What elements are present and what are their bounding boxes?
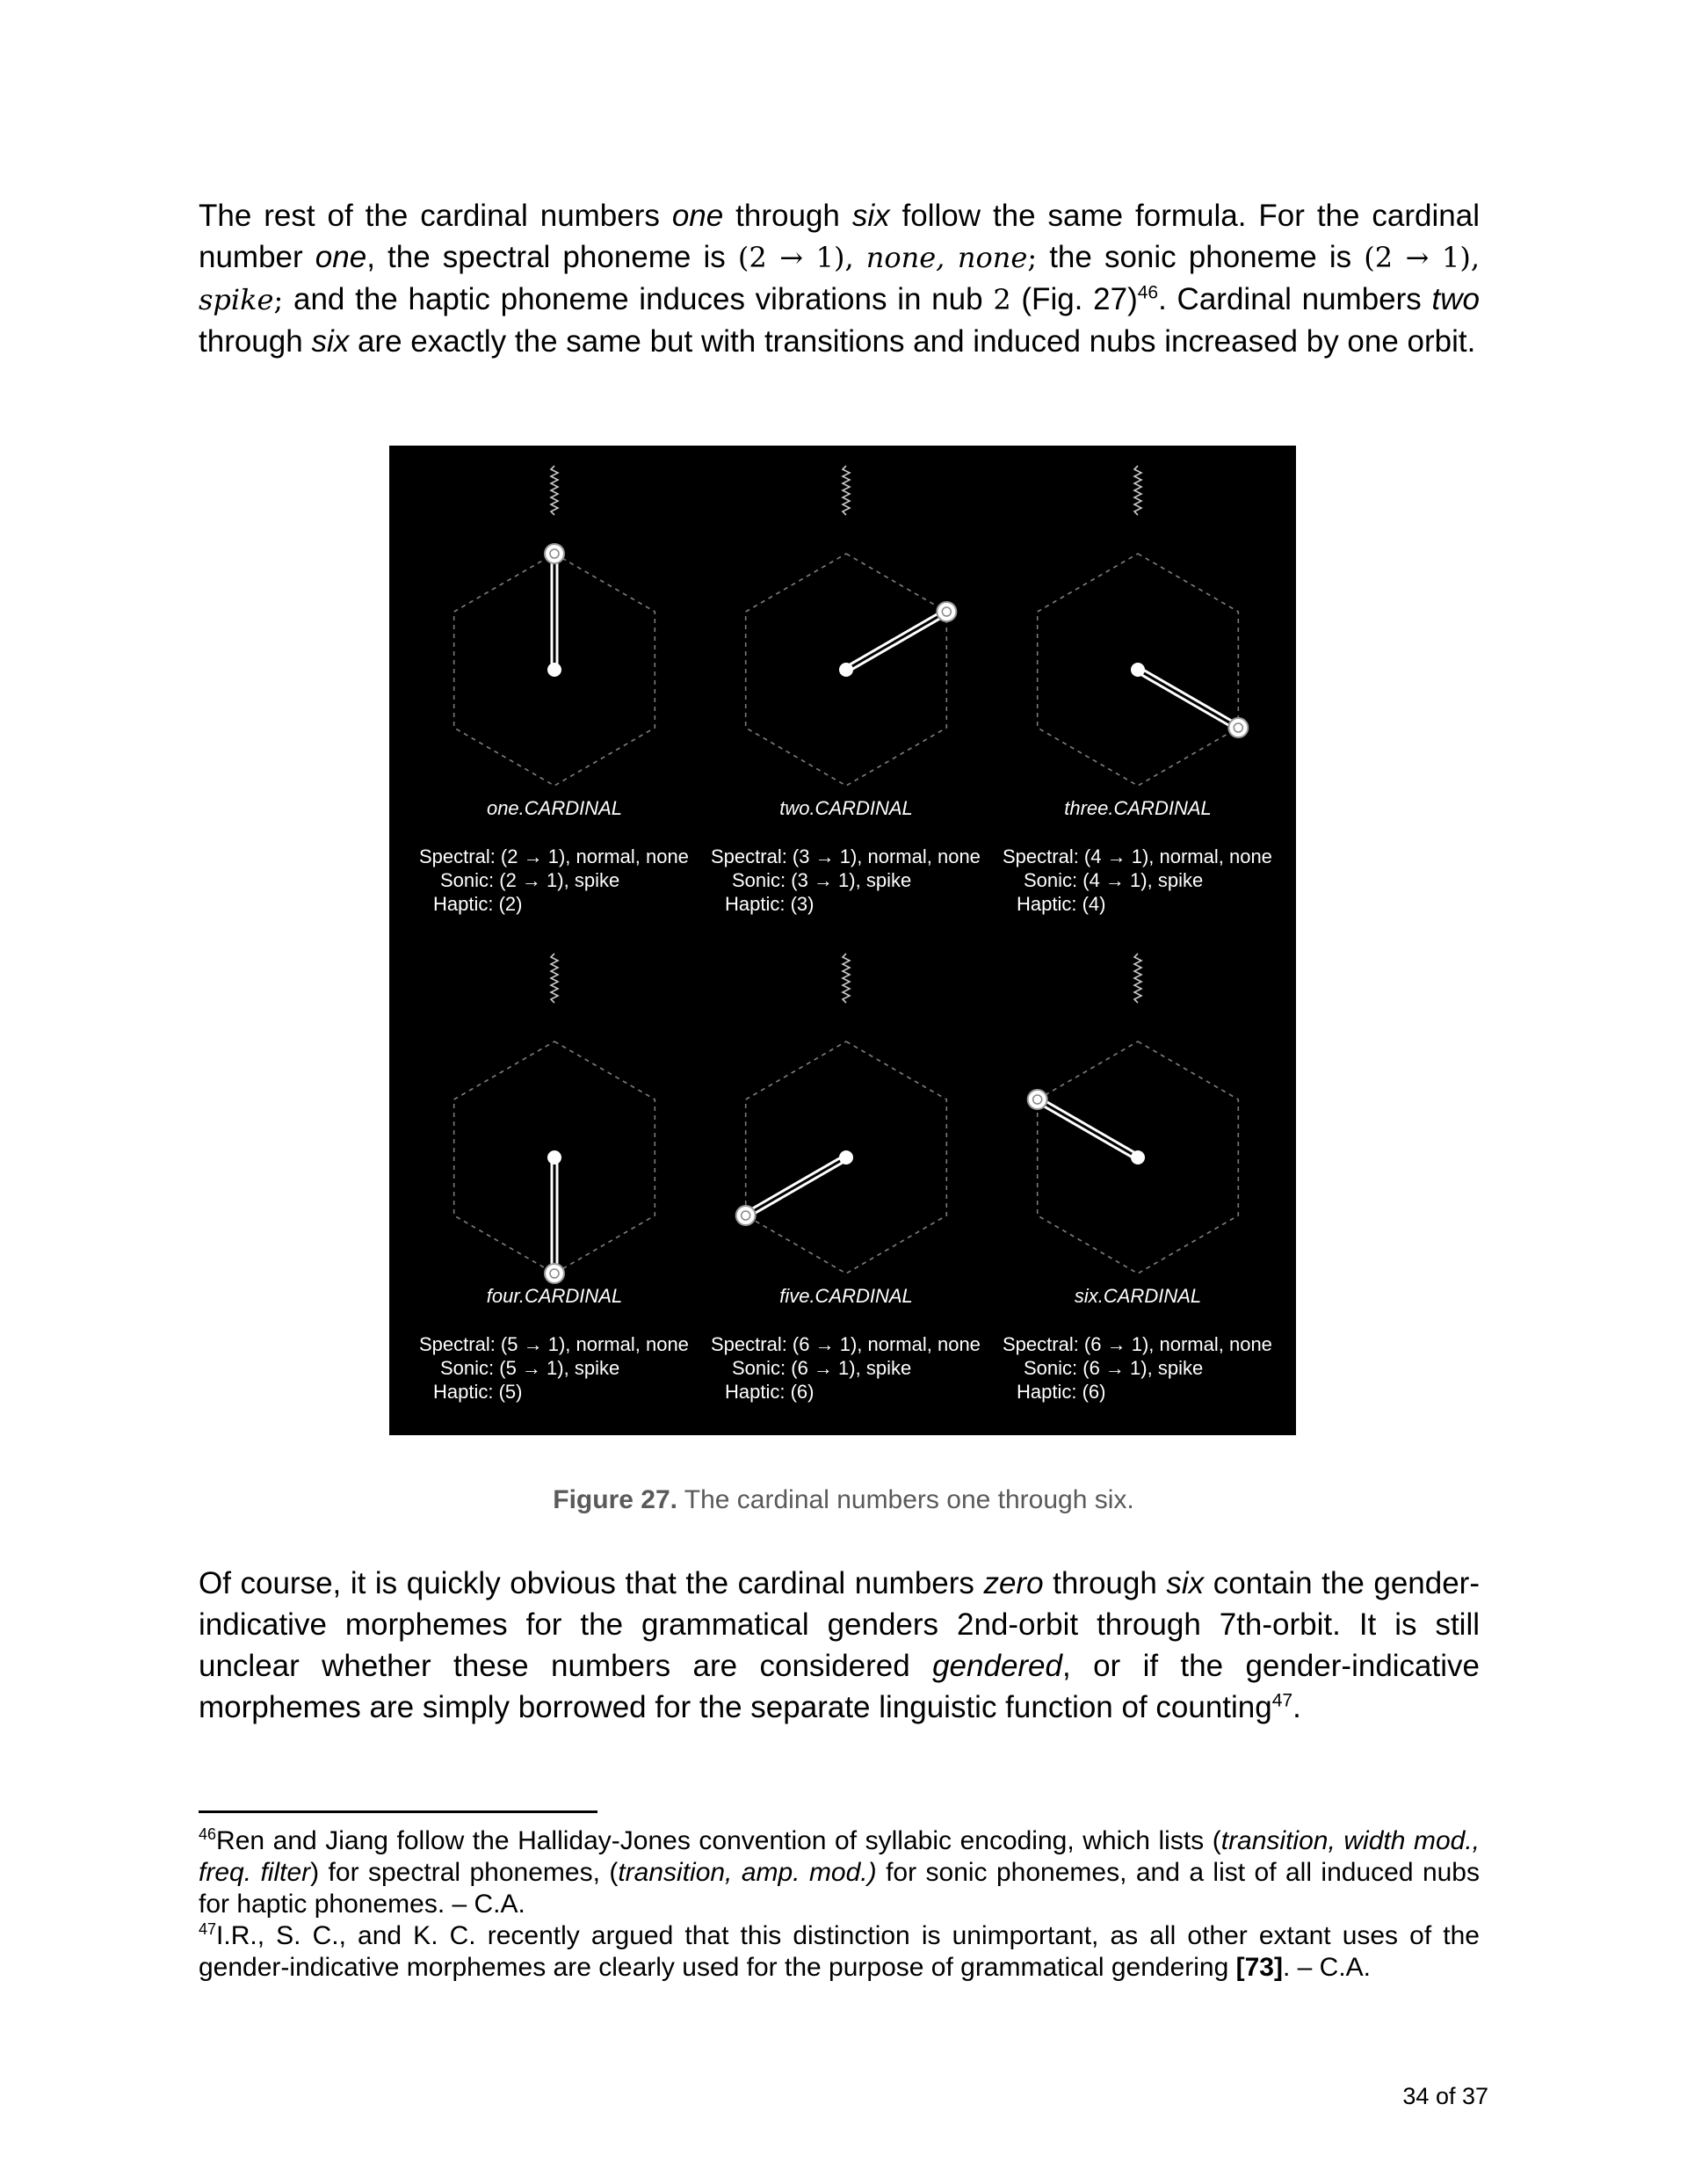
spectral-label: Spectral: (4 → 1), normal, none [1003, 845, 1272, 867]
sonic-label: Sonic: (5 → 1), spike [440, 1357, 620, 1379]
vibration-squiggle [843, 466, 850, 515]
panel-title: two.CARDINAL [779, 797, 913, 819]
sonic-label: Sonic: (4 → 1), spike [1024, 869, 1204, 891]
panel-title: four.CARDINAL [486, 1285, 623, 1307]
vibration-squiggle [1134, 466, 1141, 515]
outer-nub [1028, 1090, 1047, 1109]
panel-4 [419, 954, 689, 1403]
spectral-label: Spectral: (6 → 1), normal, none [711, 1333, 981, 1355]
panel-title: five.CARDINAL [779, 1285, 913, 1307]
haptic-label: Haptic: (2) [433, 893, 523, 915]
haptic-label: Haptic: (5) [433, 1381, 523, 1403]
spectral-label: Spectral: (6 → 1), normal, none [1003, 1333, 1272, 1355]
figure-caption: Figure 27. The cardinal numbers one through six. [553, 1485, 1134, 1514]
spectral-label: Spectral: (5 → 1), normal, none [419, 1333, 689, 1355]
panel-title: six.CARDINAL [1074, 1285, 1202, 1307]
sonic-label: Sonic: (2 → 1), spike [440, 869, 620, 891]
figure-27 [389, 446, 1296, 1435]
transition-line-core [1038, 1099, 1138, 1157]
outer-nub [1228, 718, 1248, 737]
outer-nub [545, 544, 564, 563]
body-paragraph: Of course, it is quickly obvious that the cardinal numbers zero through six contain the gender-indicative morphemes for the grammatical genders 2nd-orbit through 7th-orbit. It is still unclear whether these numbers are considered gendered, or if the gender-indicative morphemes are simply borrowed for the separate linguistic function of counting$^{47}$. [199, 1566, 1480, 1724]
footnote-ref-46[interactable]: 46 [1137, 282, 1159, 303]
transition-line-core [1138, 670, 1238, 728]
footnote-46: $^{46}$Ren and Jiang follow the Halliday-Jones convention of syllabic encoding, which lists (transition, width mod., freq. filter) for spectral phonemes, (transition, amp. mod.) for sonic phonemes, and a list of all induced nubs for haptic phonemes. – C.A. [199, 1825, 1480, 1919]
outer-nub [736, 1206, 756, 1225]
centre-nub [1131, 663, 1145, 677]
spectral-label: Spectral: (3 → 1), normal, none [711, 845, 981, 867]
haptic-label: Haptic: (3) [725, 893, 815, 915]
centre-nub [1131, 1150, 1145, 1165]
vibration-squiggle [551, 954, 558, 1003]
outer-nub [937, 602, 956, 621]
spectral-label: Spectral: (2 → 1), normal, none [419, 845, 689, 867]
centre-nub [547, 1150, 561, 1165]
panel-1 [419, 466, 689, 915]
transition-line-core [746, 1157, 846, 1215]
panel-5 [711, 954, 981, 1403]
panel-title: one.CARDINAL [486, 797, 623, 819]
sonic-label: Sonic: (6 → 1), spike [1024, 1357, 1204, 1379]
centre-nub [547, 663, 561, 677]
vibration-squiggle [1134, 954, 1141, 1003]
footnote-ref-47[interactable]: 47 [1271, 1690, 1293, 1711]
intro-paragraph: The rest of the cardinal numbers one through six follow the same formula. For the cardinal number one, the spectral phoneme is (2 → 1), none, none; the sonic phoneme is (2 → 1), spike; and the haptic phoneme induces vibrations in nub 2 (Fig. 27)$^{46}$. Cardinal numbers two through six are exactly the same but with transitions and induced nubs increased by one orbit. [199, 199, 1480, 359]
transition-line-core [846, 612, 946, 670]
panel-6 [1003, 954, 1272, 1403]
haptic-label: Haptic: (4) [1017, 893, 1106, 915]
vibration-squiggle [843, 954, 850, 1003]
sonic-label: Sonic: (6 → 1), spike [732, 1357, 912, 1379]
sonic-label: Sonic: (3 → 1), spike [732, 869, 912, 891]
outer-nub [545, 1264, 564, 1283]
centre-nub [839, 663, 853, 677]
panel-2 [711, 466, 981, 915]
page-number: 34 of 37 [1402, 2083, 1488, 2109]
panel-3 [1003, 466, 1272, 915]
footnote-47: $^{47}$I.R., S. C., and K. C. recently argued that this distinction is unimportant, as all other extant uses of the gender-indicative morphemes are clearly used for the purpose of grammatical gendering [73]. – C.A. [199, 1920, 1480, 1982]
vibration-squiggle [551, 466, 558, 515]
panel-title: three.CARDINAL [1064, 797, 1212, 819]
haptic-label: Haptic: (6) [1017, 1381, 1106, 1403]
centre-nub [839, 1150, 853, 1165]
haptic-label: Haptic: (6) [725, 1381, 815, 1403]
footnote-separator [199, 1810, 597, 1813]
